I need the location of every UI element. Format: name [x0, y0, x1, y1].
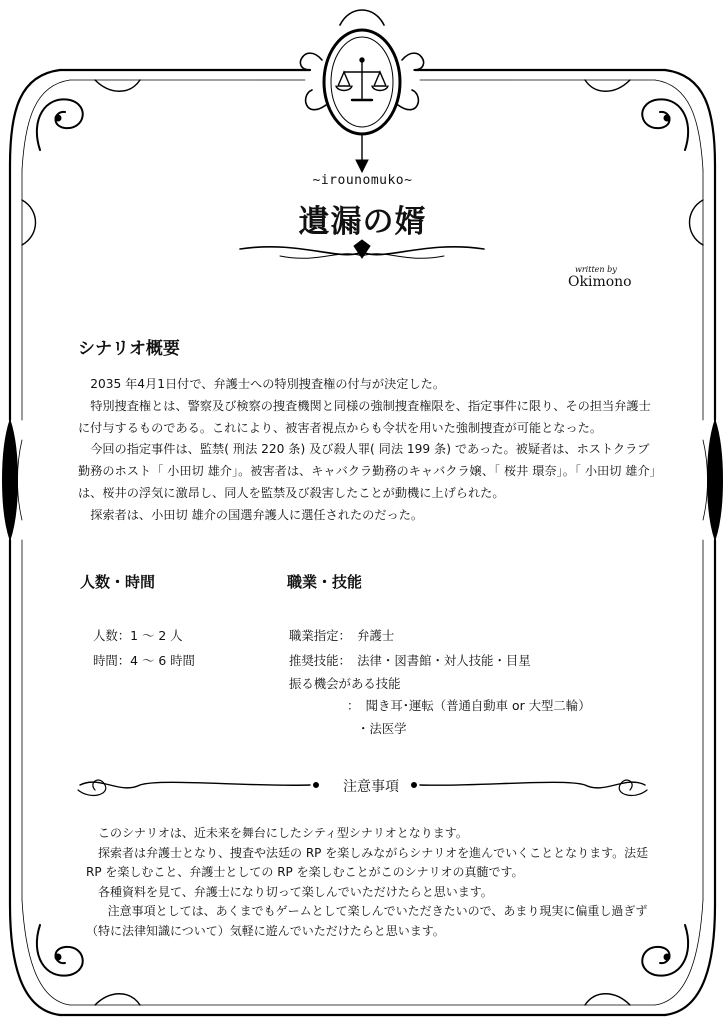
- summary-paragraph: 探索者は、小田切 雄介の国選弁護人に選任されたのだった。: [90, 507, 424, 522]
- author-name: Okimono: [568, 274, 632, 290]
- chance-skills-heading: 振る機会がある技能: [289, 676, 401, 691]
- page-title: 遺漏の婿: [298, 204, 427, 240]
- summary-paragraph: 今回の指定事件は、監禁( 刑法 220 条) 及び殺人罪( 同法 199 条) であった。被疑者は、ホストクラブ勤務のホスト「 小田切 雄介」。被害者は、キャバクラ勤務のキャバクラ嬢、「 桜井 環奈」。「 小田切 雄介」は、桜井の浮気に激昂し、同人を監禁及び殺害したことが動機に上げられた。: [78, 442, 656, 500]
- notes-body: [86, 824, 660, 942]
- written-by-label: written by: [575, 265, 617, 274]
- summary-body: [78, 374, 660, 527]
- chance-skills-line: ： 聞き耳･運転（普通自動車 or 大型二輪）: [347, 698, 591, 713]
- players-heading: 人数・時間: [80, 573, 156, 591]
- job-heading: 職業・技能: [287, 573, 363, 591]
- notes-heading: 注意事項: [343, 779, 399, 795]
- notes-paragraph: 注意事項としては、あくまでもゲームとして楽しんでいただきたいので、あまり現実に偏重し過ぎず（特に法律知識について）気軽に遊んでいただけたらと思います。: [86, 904, 648, 938]
- subtitle: ~irounomuko~: [312, 173, 413, 188]
- scales-of-justice-icon: [336, 58, 388, 100]
- recommended-skills: 推奨技能： 法律・図書館・対人技能・目星: [289, 653, 531, 668]
- notes-paragraph: このシナリオは、近未来を舞台にしたシティ型シナリオとなります。: [98, 826, 468, 840]
- summary-heading: シナリオ概要: [78, 339, 180, 359]
- notes-paragraph: 探索者は弁護士となり、捜査や法廷の RP を楽しみながらシナリオを進んでいくこととなります。法廷 RP を楽しむこと、弁護士としての RP を楽しむことがこのシナリオの真髄です。: [86, 845, 649, 880]
- job-designation: 職業指定： 弁護士: [289, 628, 395, 643]
- play-time: 時間：4 ～ 6 時間: [93, 653, 195, 668]
- chance-skills-line: ・法医学: [357, 721, 407, 736]
- player-count: 人数：1 ～ 2 人: [93, 628, 183, 643]
- notes-paragraph: 各種資料を見て、弁護士になり切って楽しんでいただけたらと思います。: [98, 884, 493, 899]
- summary-paragraph: 特別捜査権とは、警察及び検察の捜査機関と同様の強制捜査権限を、指定事件に限り、その担当弁護士に付与するものである。これにより、被害者視点からも令状を用いた強制捜査が可能となった。: [78, 398, 651, 435]
- summary-paragraph: 2035 年4月1日付で、弁護士への特別捜査権の付与が決定した。: [90, 377, 446, 391]
